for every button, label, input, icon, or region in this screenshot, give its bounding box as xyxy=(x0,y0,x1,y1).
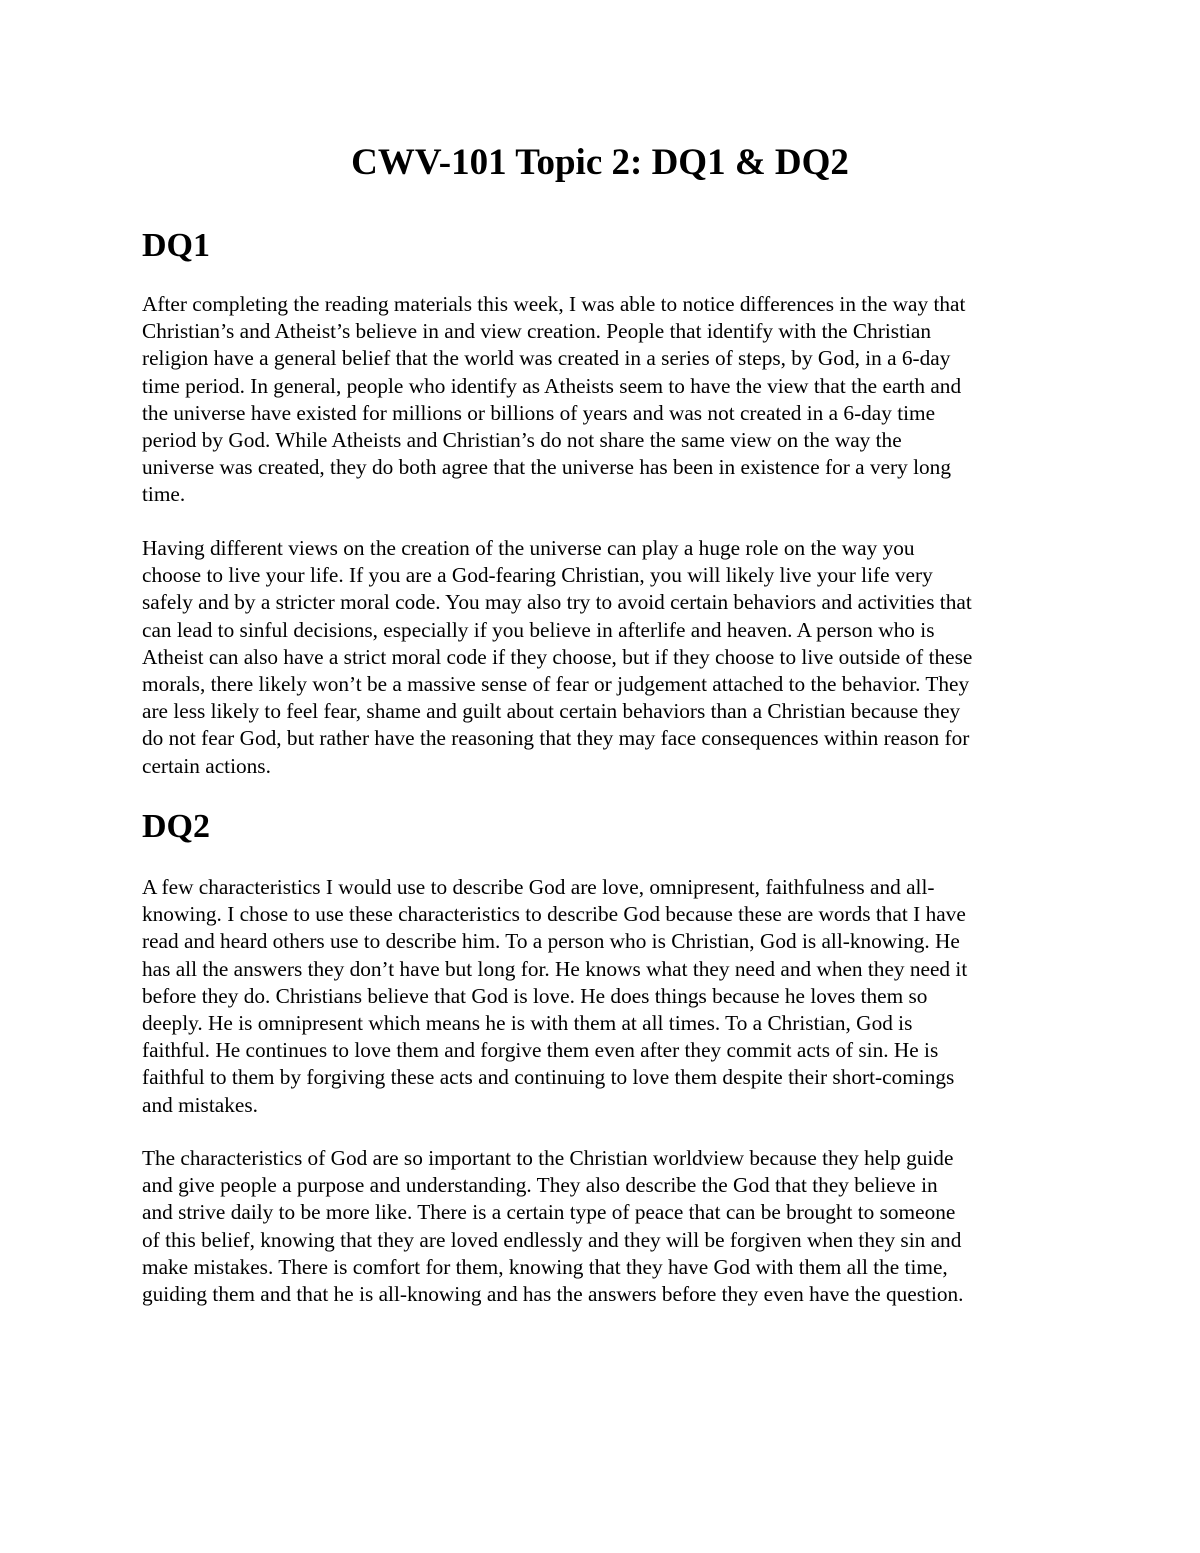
paragraph-line: Christian’s and Atheist’s believe in and view creation. People that identify with the Christian xyxy=(142,319,932,344)
paragraph-line: has all the answers they don’t have but long for. He knows what they need and when they need it xyxy=(142,956,968,981)
paragraph-line: faithful to them by forgiving these acts and continuing to love them despite their short-comings xyxy=(142,1065,955,1090)
paragraph-line: and give people a purpose and understanding. They also describe the God that they believe in xyxy=(142,1173,938,1198)
paragraph-line: can lead to sinful decisions, especially if you believe in afterlife and heaven. A person who is xyxy=(142,617,935,642)
paragraph-line: faithful. He continues to love them and forgive them even after they commit acts of sin. He is xyxy=(142,1038,939,1063)
paragraph-line: Atheist can also have a strict moral code if they choose, but if they choose to live outside of these xyxy=(142,644,973,669)
section-heading-dq1: DQ1 xyxy=(142,227,210,264)
paragraph-line: read and heard others use to describe him. To a person who is Christian, God is all-knowing. He xyxy=(142,929,960,954)
paragraph-line: After completing the reading materials this week, I was able to notice differences in the way that xyxy=(142,292,966,316)
paragraph-line: are less likely to feel fear, shame and guilt about certain behaviors than a Christian because they xyxy=(142,699,961,724)
paragraph-line: time. xyxy=(142,482,186,507)
paragraph-line: make mistakes. There is comfort for them, knowing that they have God with them all the time, xyxy=(142,1254,948,1279)
paragraph-line: knowing. I chose to use these characteristics to describe God because these are words that I have xyxy=(142,902,966,927)
paragraph-line: the universe have existed for millions or billions of years and was not created in a 6-day time xyxy=(142,400,936,425)
paragraph-line: religion have a general belief that the world was created in a series of steps, by God, in a 6-day xyxy=(142,346,951,371)
paragraph-line: of this belief, knowing that they are loved endlessly and they will be forgiven when they sin and xyxy=(142,1227,962,1252)
dq1-paragraph-2 xyxy=(142,535,1067,780)
paragraph-line: do not fear God, but rather have the reasoning that they may face consequences within reason for xyxy=(142,726,970,751)
paragraph-line: and mistakes. xyxy=(142,1092,258,1117)
dq2-paragraph-2 xyxy=(142,1145,1067,1308)
section-heading-dq2: DQ2 xyxy=(142,808,210,845)
paragraph-line: choose to live your life. If you are a God-fearing Christian, you will likely live your life very xyxy=(142,563,933,588)
paragraph-line: guiding them and that he is all-knowing and has the answers before they even have the question. xyxy=(142,1282,964,1307)
paragraph-line: The characteristics of God are so important to the Christian worldview because they help guide xyxy=(142,1146,954,1170)
paragraph-line: safely and by a stricter moral code. You may also try to avoid certain behaviors and activities that xyxy=(142,590,972,615)
paragraph-line: Having different views on the creation of the universe can play a huge role on the way you xyxy=(142,536,915,560)
paragraph-line: and strive daily to be more like. There is a certain type of peace that can be brought to someone xyxy=(142,1200,956,1225)
paragraph-line: A few characteristics I would use to describe God are love, omnipresent, faithfulness and all- xyxy=(142,875,935,899)
dq2-paragraph-1 xyxy=(142,874,1067,1119)
paragraph-line: morals, there likely won’t be a massive sense of fear or judgement attached to the behavior. They xyxy=(142,672,970,697)
document-title: CWV-101 Topic 2: DQ1 & DQ2 xyxy=(351,142,849,183)
paragraph-line: universe was created, they do both agree that the universe has been in existence for a very long xyxy=(142,455,951,480)
paragraph-line: certain actions. xyxy=(142,753,271,778)
dq1-paragraph-1 xyxy=(142,291,1067,509)
paragraph-line: period by God. While Atheists and Christian’s do not share the same view on the way the xyxy=(142,428,902,453)
paragraph-line: deeply. He is omnipresent which means he is with them at all times. To a Christian, God is xyxy=(142,1011,913,1036)
paragraph-line: before they do. Christians believe that God is love. He does things because he loves them so xyxy=(142,983,928,1008)
paragraph-line: time period. In general, people who identify as Atheists seem to have the view that the earth and xyxy=(142,373,962,398)
